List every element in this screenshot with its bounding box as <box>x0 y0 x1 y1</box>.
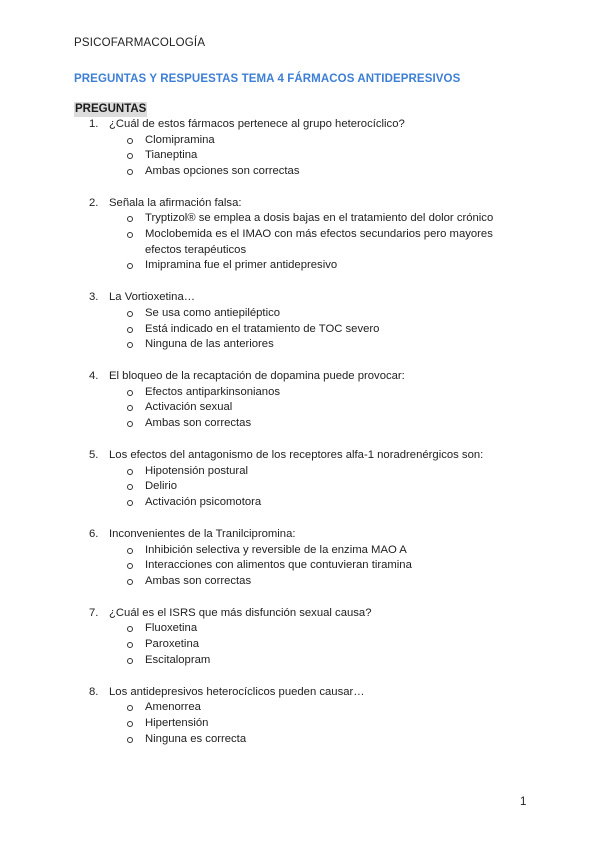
question-list <box>0 117 600 764</box>
document-title: PREGUNTAS Y RESPUESTAS TEMA 4 FÁRMACOS ANTIDEPRESIVOS <box>74 73 461 85</box>
option-item <box>0 700 530 716</box>
question-number: 5. <box>89 449 99 462</box>
option-item <box>0 732 530 748</box>
question-text: Inconvenientes de la Tranilcipromina: <box>109 527 296 540</box>
option-text: Inhibición selectiva y reversible de la enzima MAO A <box>145 543 407 556</box>
question-text: ¿Cuál es el ISRS que más disfunción sexual causa? <box>109 606 372 619</box>
option-text: Ambas son correctas <box>145 417 252 429</box>
option-item <box>0 322 530 338</box>
option-text: Activación psicomotora <box>145 495 262 508</box>
hollow-circle-bullet-icon <box>127 658 133 664</box>
option-text: Tianeptina <box>145 149 198 162</box>
question-text: Los antidepresivos heterocíclicos pueden causar… <box>109 685 365 698</box>
hollow-circle-bullet-icon <box>127 327 133 333</box>
option-text: Se usa como antiepiléptico <box>145 306 281 319</box>
question-number: 6. <box>89 527 99 540</box>
option-list <box>0 700 600 747</box>
option-item <box>0 479 530 495</box>
option-text: Clomipramina <box>145 133 215 146</box>
option-text: Ambas son correctas <box>145 574 252 587</box>
hollow-circle-bullet-icon <box>127 342 133 348</box>
hollow-circle-bullet-icon <box>127 390 133 396</box>
question-text: ¿Cuál de estos fármacos pertenece al grupo heterocíclico? <box>109 118 405 130</box>
option-text: Escitalopram <box>145 653 211 666</box>
hollow-circle-bullet-icon <box>127 721 133 727</box>
option-item <box>0 653 530 669</box>
option-text: Ambas opciones son correctas <box>145 164 300 177</box>
hollow-circle-bullet-icon <box>127 500 133 506</box>
option-item <box>0 574 530 590</box>
option-text: Imipramina fue el primer antidepresivo <box>145 259 338 272</box>
option-text: Paroxetina <box>145 638 200 651</box>
question-number: 8. <box>89 685 99 698</box>
option-item <box>0 464 530 480</box>
hollow-circle-bullet-icon <box>127 642 133 648</box>
option-item <box>0 148 530 164</box>
option-text: Tryptizol® se emplea a dosis bajas en el tratamiento del dolor crónico <box>145 212 494 225</box>
hollow-circle-bullet-icon <box>127 216 133 222</box>
hollow-circle-bullet-icon <box>127 169 133 175</box>
option-item <box>0 337 530 353</box>
option-list <box>0 621 600 668</box>
hollow-circle-bullet-icon <box>127 737 133 743</box>
hollow-circle-bullet-icon <box>127 626 133 632</box>
option-item <box>0 164 530 180</box>
question-number: 2. <box>89 196 99 209</box>
option-text: Delirio <box>145 480 178 493</box>
question-number: 3. <box>89 291 99 304</box>
hollow-circle-bullet-icon <box>127 705 133 711</box>
hollow-circle-bullet-icon <box>127 563 133 569</box>
running-header: PSICOFARMACOLOGÍA <box>74 37 206 49</box>
question-item <box>0 196 600 274</box>
option-item <box>0 385 530 401</box>
page-number: 1 <box>520 796 527 808</box>
question-number: 4. <box>89 370 99 383</box>
option-text: Amenorrea <box>145 701 201 714</box>
option-text: Ninguna de las anteriores <box>145 338 274 351</box>
option-item <box>0 558 530 574</box>
hollow-circle-bullet-icon <box>127 421 133 427</box>
option-item <box>0 306 530 322</box>
option-text: Moclobemida es el IMAO con más efectos secundarios pero mayores efectos terapéuticos <box>145 228 493 256</box>
question-text: La Vortioxetina… <box>109 291 196 304</box>
option-list <box>0 133 600 180</box>
option-item <box>0 416 530 432</box>
hollow-circle-bullet-icon <box>127 153 133 159</box>
option-item <box>0 621 530 637</box>
question-text: Los efectos del antagonismo de los receptores alfa-1 noradrenérgicos son: <box>109 449 484 462</box>
option-item <box>0 227 530 258</box>
option-text: Fluoxetina <box>145 622 198 635</box>
hollow-circle-bullet-icon <box>127 469 133 475</box>
hollow-circle-bullet-icon <box>127 311 133 317</box>
hollow-circle-bullet-icon <box>127 263 133 269</box>
hollow-circle-bullet-icon <box>127 579 133 585</box>
option-text: Activación sexual <box>145 401 233 414</box>
question-item <box>0 685 600 747</box>
option-text: Interacciones con alimentos que contuvieran tiramina <box>145 559 412 572</box>
option-text: Ninguna es correcta <box>145 732 247 745</box>
question-number: 1. <box>89 118 99 130</box>
hollow-circle-bullet-icon <box>127 232 133 238</box>
question-text: Señala la afirmación falsa: <box>109 196 242 209</box>
option-item <box>0 716 530 732</box>
question-item <box>0 369 600 431</box>
option-list <box>0 306 600 353</box>
hollow-circle-bullet-icon <box>127 138 133 144</box>
section-heading: PREGUNTAS <box>75 103 147 115</box>
option-item <box>0 637 530 653</box>
question-item <box>0 117 600 179</box>
option-item <box>0 543 530 559</box>
option-item <box>0 258 530 274</box>
option-text: Hipotensión postural <box>145 464 248 477</box>
option-list <box>0 211 600 273</box>
option-item <box>0 133 530 149</box>
question-number: 7. <box>89 606 99 619</box>
question-item <box>0 527 600 589</box>
question-item <box>0 606 600 668</box>
option-item <box>0 400 530 416</box>
option-list <box>0 385 600 432</box>
option-text: Hipertensión <box>145 716 209 729</box>
option-item <box>0 495 530 511</box>
hollow-circle-bullet-icon <box>127 484 133 490</box>
hollow-circle-bullet-icon <box>127 548 133 554</box>
question-text: El bloqueo de la recaptación de dopamina puede provocar: <box>109 370 405 383</box>
hollow-circle-bullet-icon <box>127 405 133 411</box>
option-list <box>0 543 600 590</box>
option-item <box>0 211 530 227</box>
question-item <box>0 290 600 352</box>
option-text: Efectos antiparkinsonianos <box>145 385 281 398</box>
option-text: Está indicado en el tratamiento de TOC severo <box>145 322 380 335</box>
option-list <box>0 464 600 511</box>
question-item <box>0 448 600 510</box>
